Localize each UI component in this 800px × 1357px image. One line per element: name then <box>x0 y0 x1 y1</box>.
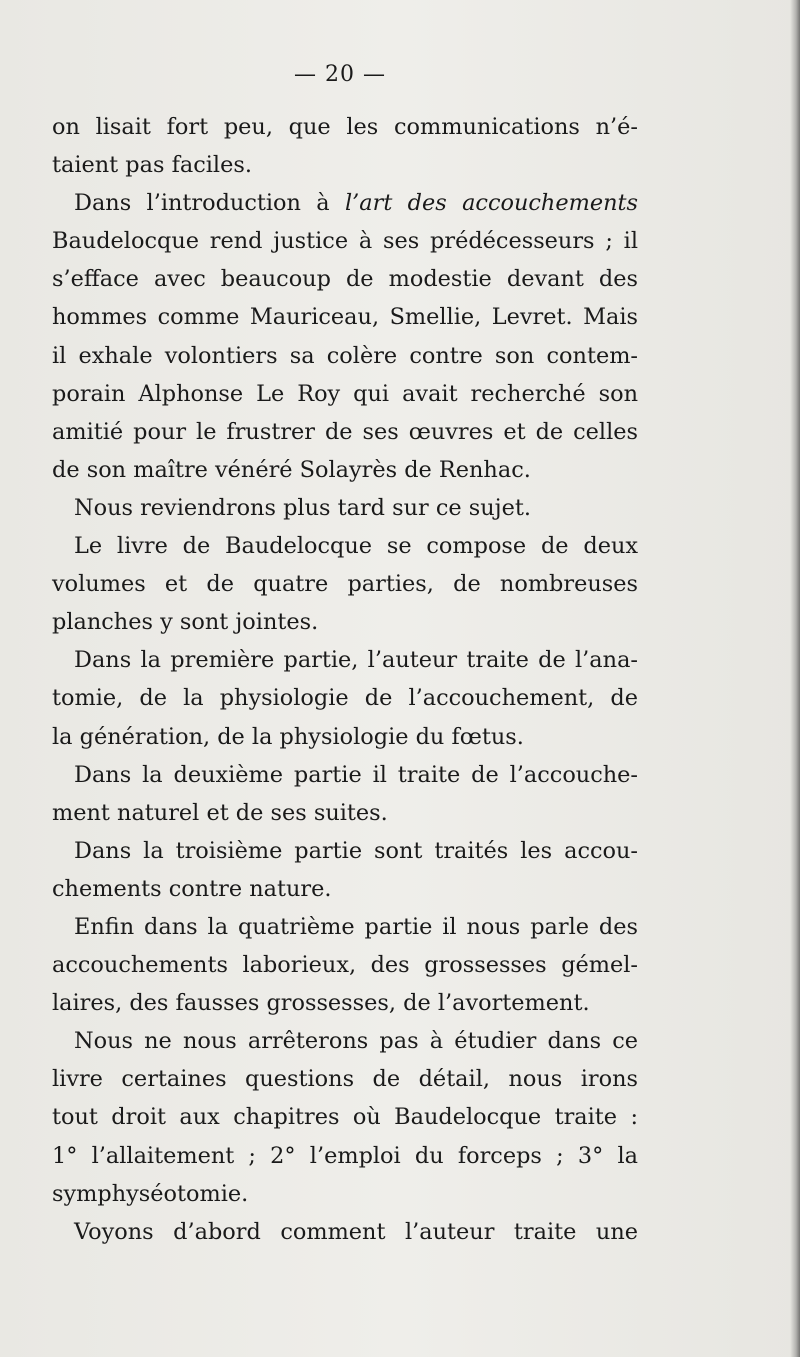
text-line: Baudelocque rend justice à ses prédécesseurs ; il <box>52 228 638 255</box>
text-line: la génération, de la physiologie du fœtus. <box>52 723 524 750</box>
text-line: tout droit aux chapitres où Baudelocque traite : <box>52 1104 638 1131</box>
text-line <box>52 184 638 222</box>
text-line: chements contre nature. <box>52 875 332 902</box>
text-line: Nous reviendrons plus tard sur ce sujet. <box>74 494 531 521</box>
text-line: de son maître vénéré Solayrès de Renhac. <box>52 456 531 483</box>
text-line: laires, des fausses grossesses, de l’avortement. <box>52 990 590 1017</box>
text-line: Dans la troisième partie sont traités les accou- <box>74 837 638 864</box>
text-line: Enfin dans la quatrième partie il nous parle des <box>74 913 638 940</box>
text-line: ment naturel et de ses suites. <box>52 799 388 826</box>
text-line: taient pas faciles. <box>52 152 252 179</box>
text-line: volumes et de quatre parties, de nombreuses <box>52 571 638 598</box>
text-line: s’efface avec beaucoup de modestie devant des <box>52 266 638 293</box>
text-line: Dans la deuxième partie il traite de l’accouche- <box>74 761 638 788</box>
page-number: — 20 — <box>294 62 386 87</box>
text-line: tomie, de la physiologie de l’accouchement, de <box>52 685 638 712</box>
body-text <box>52 108 638 1251</box>
text-line: Le livre de Baudelocque se compose de deux <box>74 533 638 560</box>
text-line: livre certaines questions de détail, nous irons <box>52 1066 638 1093</box>
text-line: Nous ne nous arrêterons pas à étudier dans ce <box>74 1028 638 1055</box>
text-line: porain Alphonse Le Roy qui avait recherché son <box>52 380 638 407</box>
text-line: planches y sont jointes. <box>52 609 319 636</box>
text-line: amitié pour le frustrer de ses œuvres et de celles <box>52 418 638 445</box>
book-title-italic: l’art des accouchements <box>344 190 638 217</box>
text-line: il exhale volontiers sa colère contre son contem- <box>52 342 638 369</box>
page-edge-shadow <box>790 0 800 1357</box>
text-line: accouchements laborieux, des grossesses gémel- <box>52 952 638 979</box>
text-segment: Dans l’introduction à <box>74 190 345 217</box>
text-line: symphyséotomie. <box>52 1180 249 1207</box>
text-line: Voyons d’abord comment l’auteur traite une <box>74 1218 638 1245</box>
text-line: 1° l’allaitement ; 2° l’emploi du forceps ; 3° la <box>52 1142 638 1169</box>
text-line: Dans la première partie, l’auteur traite de l’ana- <box>74 647 638 674</box>
text-line: on lisait fort peu, que les communications n’é- <box>52 114 638 140</box>
text-line: hommes comme Mauriceau, Smellie, Levret. Mais <box>52 304 638 331</box>
